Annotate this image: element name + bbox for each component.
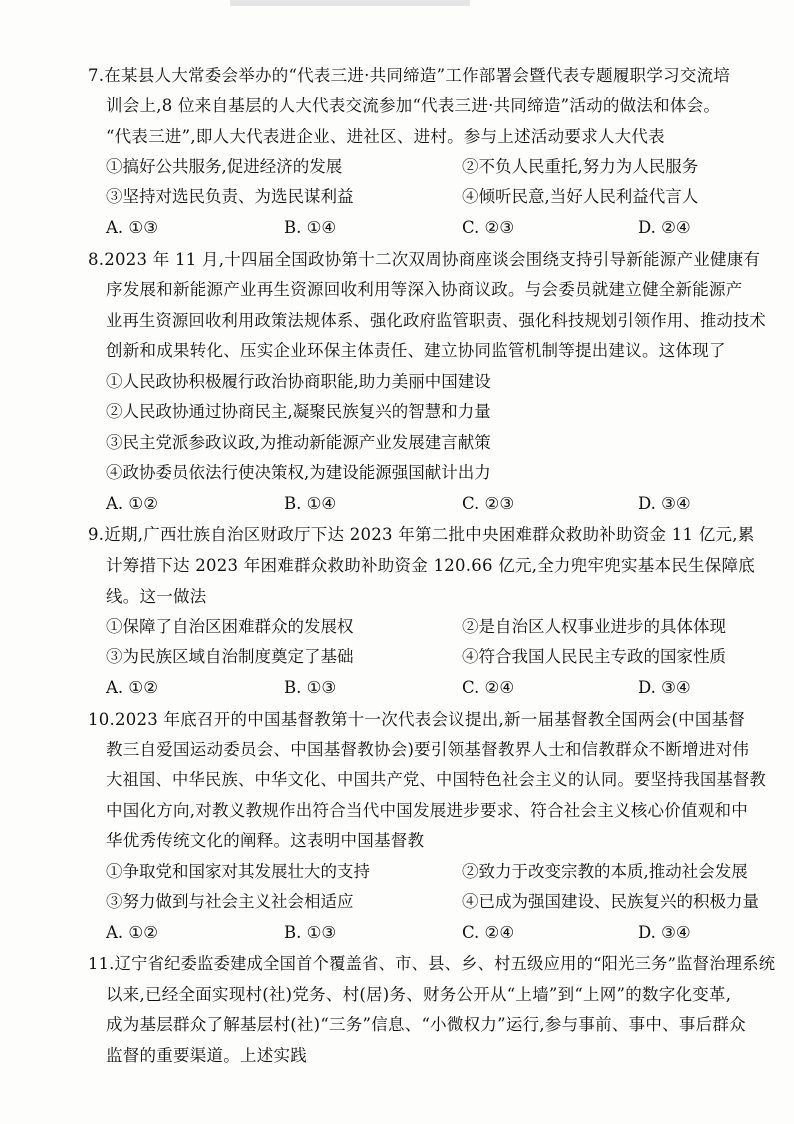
question-9-answer-d: D. ③④ — [638, 678, 691, 697]
question-9-option-1: ①保障了自治区困难群众的发展权 — [106, 617, 354, 636]
question-8-option-3: ③民主党派参政议政,为推动新能源产业发展建言献策 — [106, 433, 491, 452]
question-11-line-1: 11.辽宁省纪委监委建成全国首个覆盖省、市、县、乡、村五级应用的“阳光三务”监督治理系统 — [88, 954, 776, 973]
question-9-answer-b: B. ①③ — [284, 678, 337, 697]
question-8-option-1: ①人民政协积极履行政治协商职能,助力美丽中国建设 — [106, 372, 491, 391]
question-7-line-1: 7.在某县人大常委会举办的“代表三进·共同缔造”工作部署会暨代表专题履职学习交流培 — [88, 66, 731, 85]
question-8-answer-a: A. ①② — [106, 494, 158, 513]
question-8-answer-c: C. ②③ — [462, 494, 515, 513]
question-7-answer-a: A. ①③ — [106, 218, 158, 237]
question-8-answer-d: D. ③④ — [638, 494, 691, 513]
question-9-option-3: ③为民族区域自治制度奠定了基础 — [106, 647, 354, 666]
question-8-line-3: 业再生资源回收利用政策法规体系、强化政府监管职责、强化科技规划引领作用、推动技术 — [106, 311, 766, 330]
question-11-line-2: 以来,已经全面实现村(社)党务、村(居)务、财务公开从“上墙”到“上网”的数字化变革, — [106, 985, 732, 1004]
question-9-line-3: 线。这一做法 — [106, 587, 207, 606]
question-10-answer-a: A. ①② — [106, 923, 158, 942]
question-9-line-2: 计筹措下达 2023 年困难群众救助补助资金 120.66 亿元,全力兜牢兜实基本民生保障底 — [106, 556, 755, 575]
question-8-line-1: 8.2023 年 11 月,十四届全国政协第十二次双周协商座谈会围绕支持引导新能源产业健康有 — [88, 250, 761, 269]
question-10-line-3: 大祖国、中华民族、中华文化、中国共产党、中国特色社会主义的认同。要坚持我国基督教 — [106, 770, 766, 789]
question-10-answer-c: C. ②④ — [462, 923, 515, 942]
question-7-line-2: 训会上,8 位来自基层的人大代表交流参加“代表三进·共同缔造”活动的做法和体会。 — [106, 96, 721, 115]
question-10-line-2: 教三自爱国运动委员会、中国基督教协会)要引领基督教界人士和信教群众不断增进对伟 — [106, 740, 750, 759]
question-7-answer-c: C. ②③ — [462, 218, 515, 237]
scan-top-mark — [230, 0, 470, 6]
question-7-option-1: ①搞好公共服务,促进经济的发展 — [106, 157, 343, 176]
question-7-answer-b: B. ①④ — [284, 218, 337, 237]
question-7-option-4: ④倾听民意,当好人民利益代言人 — [462, 187, 699, 206]
question-9-option-4: ④符合我国人民民主专政的国家性质 — [462, 647, 726, 666]
question-11-line-4: 监督的重要渠道。上述实践 — [106, 1046, 307, 1065]
question-10-answer-d: D. ③④ — [638, 923, 691, 942]
question-8-line-4: 创新和成果转化、压实企业环保主体责任、建立协同监管机制等提出建议。这体现了 — [106, 341, 726, 360]
question-8-option-2: ②人民政协通过协商民主,凝聚民族复兴的智慧和力量 — [106, 402, 491, 421]
question-8-option-4: ④政协委员依法行使决策权,为建设能源强国献计出力 — [106, 463, 491, 482]
question-7-option-2: ②不负人民重托,努力为人民服务 — [462, 157, 699, 176]
question-9-answer-a: A. ①② — [106, 678, 158, 697]
question-10-option-1: ①争取党和国家对其发展壮大的支持 — [106, 862, 370, 881]
question-9-option-2: ②是自治区人权事业进步的具体体现 — [462, 617, 726, 636]
question-7-option-3: ③坚持对选民负责、为选民谋利益 — [106, 187, 354, 206]
question-9-answer-c: C. ②④ — [462, 678, 515, 697]
question-10-line-5: 华优秀传统文化的阐释。这表明中国基督教 — [106, 831, 425, 850]
question-9-line-1: 9.近期,广西壮族自治区财政厅下达 2023 年第二批中央困难群众救助补助资金 11 亿元,累 — [88, 525, 755, 544]
question-10-answer-b: B. ①③ — [284, 923, 337, 942]
question-10-option-4: ④已成为强国建设、民族复兴的积极力量 — [462, 892, 759, 911]
question-10-option-3: ③努力做到与社会主义社会相适应 — [106, 892, 354, 911]
question-8-line-2: 序发展和新能源产业再生资源回收利用等深入协商议政。与会委员就建立健全新能源产 — [106, 280, 743, 299]
question-10-option-2: ②致力于改变宗教的本质,推动社会发展 — [462, 862, 748, 881]
question-8-answer-b: B. ①④ — [284, 494, 337, 513]
question-10-line-4: 中国化方向,对教义教规作出符合当代中国发展进步要求、符合社会主义核心价值观和中 — [106, 801, 748, 820]
question-7-line-3: “代表三进”,即人大代表进企业、进社区、进村。参与上述活动要求人大代表 — [106, 127, 665, 146]
question-10-line-1: 10.2023 年底召开的中国基督教第十一次代表会议提出,新一届基督教全国两会(中国基督 — [88, 710, 746, 729]
question-11-line-3: 成为基层群众了解基层村(社)“三务”信息、“小微权力”运行,参与事前、事中、事后群众 — [106, 1015, 746, 1034]
question-7-answer-d: D. ②④ — [638, 218, 691, 237]
